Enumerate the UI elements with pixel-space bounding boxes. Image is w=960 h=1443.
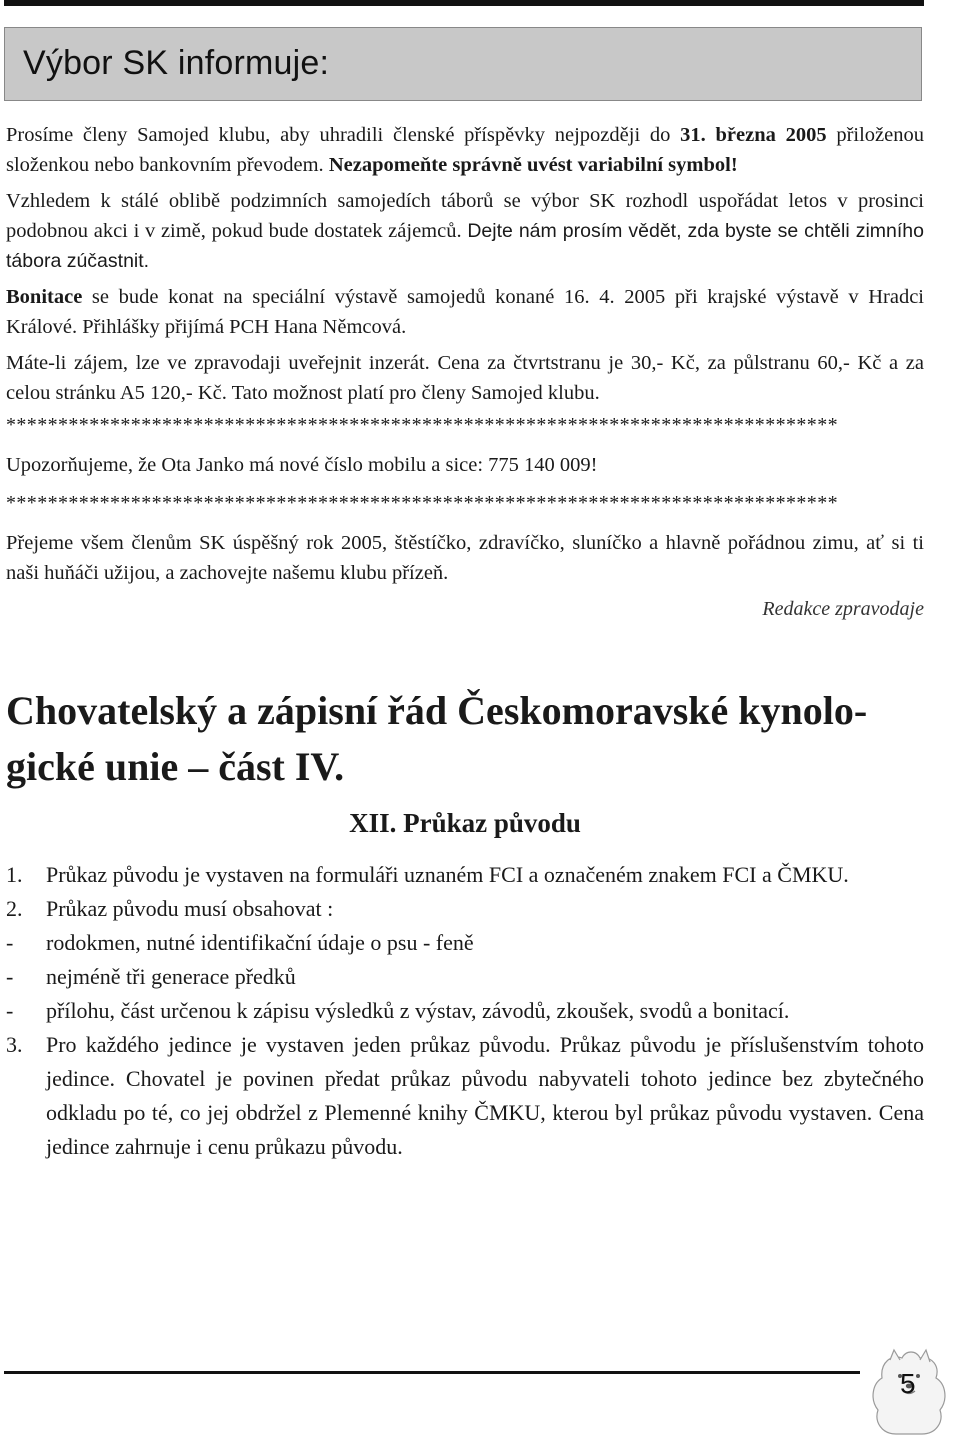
top-rule	[4, 0, 924, 6]
section-title: XII. Průkaz původu	[349, 808, 581, 838]
reminder: Nezapomeňte správně uvést variabilní symbol!	[328, 154, 738, 176]
list-text: Průkaz původu je vystaven na formuláři uznaném FCI a označeném znakem FCI a ČMKU.	[46, 862, 849, 887]
footer-rule	[4, 1371, 860, 1374]
text: přiloženou složenkou nebo bankovním převodem.	[6, 124, 924, 176]
paragraph-bonitace	[6, 282, 924, 342]
list-marker: 2.	[6, 896, 23, 921]
paragraph-phone: Upozorňujeme, že Ota Janko má nové číslo mobilu a sice: 775 140 009!	[6, 454, 598, 476]
text: Máte-li zájem, lze ve zpravodaji uveřejnit inzerát.	[6, 352, 438, 374]
separator-stars: ********************************************************************************	[6, 492, 838, 514]
list-marker: -	[6, 930, 14, 955]
list-marker: -	[6, 998, 14, 1023]
list-marker: 1.	[6, 862, 23, 887]
deadline: 31. března 2005	[680, 124, 827, 146]
list-text: rodokmen, nutné identifikační údaje o psu - feně	[46, 930, 474, 955]
section-header	[4, 27, 922, 101]
paragraph-fees	[6, 120, 924, 180]
text: Cena za čtvrtstranu je 30,- Kč, za půlstranu 60,- Kč a za celou stránku A5 120,- Kč. Tato možnost platí pro členy Samojed klubu.	[6, 352, 924, 404]
rules-list	[6, 858, 924, 1164]
list-text: Pro každého jedince je vystaven jeden průkaz původu. Průkaz původu je příslušenstvím tohoto jedince. Chovatel je povinen předat průkaz původu nabyvateli tohoto jedince bez zbytečného odkladu po té, co jej obdržel z Plemenné knihy ČMKU, kterou byl průkaz původu vystaven. Cena jedince zahrnuje i cenu průkazu původu.	[46, 1032, 924, 1159]
list-item	[6, 994, 924, 1028]
text: Dejte nám prosím vědět, zda byste se chtěli zimního tábora zúčastnit.	[6, 220, 924, 272]
announcements	[6, 120, 924, 621]
paragraph-winter-camp	[6, 186, 924, 276]
paragraph-ads	[6, 348, 924, 408]
list-item	[6, 892, 924, 926]
paragraph-wishes: Přejeme všem členům SK úspěšný rok 2005, štěstíčko, zdravíčko, sluníčko a hlavně pořádnou zimu, ať si ti naši huňáči užijou, a zachovejte našemu klubu přízeň.	[6, 532, 924, 584]
signature: Redakce zpravodaje	[762, 598, 924, 620]
text: Vzhledem k stálé oblibě podzimních samojedích táborů se výbor SK rozhodl uspořádat letos v prosinci podobnou akci i v zimě, pokud bude dostatek zájemců.	[6, 190, 924, 242]
list-item	[6, 926, 924, 960]
list-item	[6, 1028, 924, 1164]
list-text: Průkaz původu musí obsahovat :	[46, 896, 334, 921]
list-text: nejméně tři generace předků	[46, 964, 296, 989]
text: se bude konat na speciální výstavě samojedů konané 16. 4. 2005 při krajské výstavě v Hradci Králové. Přihlášky přijímá PCH Hana Němcová.	[6, 286, 924, 338]
bonitace-label: Bonitace	[6, 286, 83, 308]
text: Prosíme členy Samojed klubu, aby uhradili členské příspěvky nejpozději do	[6, 124, 681, 146]
page-number: 5	[900, 1368, 916, 1399]
page-title: Výbor SK informuje:	[23, 44, 330, 82]
article-title: Chovatelský a zápisní řád Českomoravské kynolo-gické unie – část IV.	[6, 688, 868, 789]
list-item	[6, 960, 924, 994]
list-marker: 3.	[6, 1032, 23, 1057]
list-marker: -	[6, 964, 14, 989]
separator-stars: ********************************************************************************	[6, 414, 838, 436]
list-text: přílohu, část určenou k zápisu výsledků z výstav, závodů, zkoušek, svodů a bonitací.	[46, 998, 790, 1023]
list-item	[6, 858, 924, 892]
